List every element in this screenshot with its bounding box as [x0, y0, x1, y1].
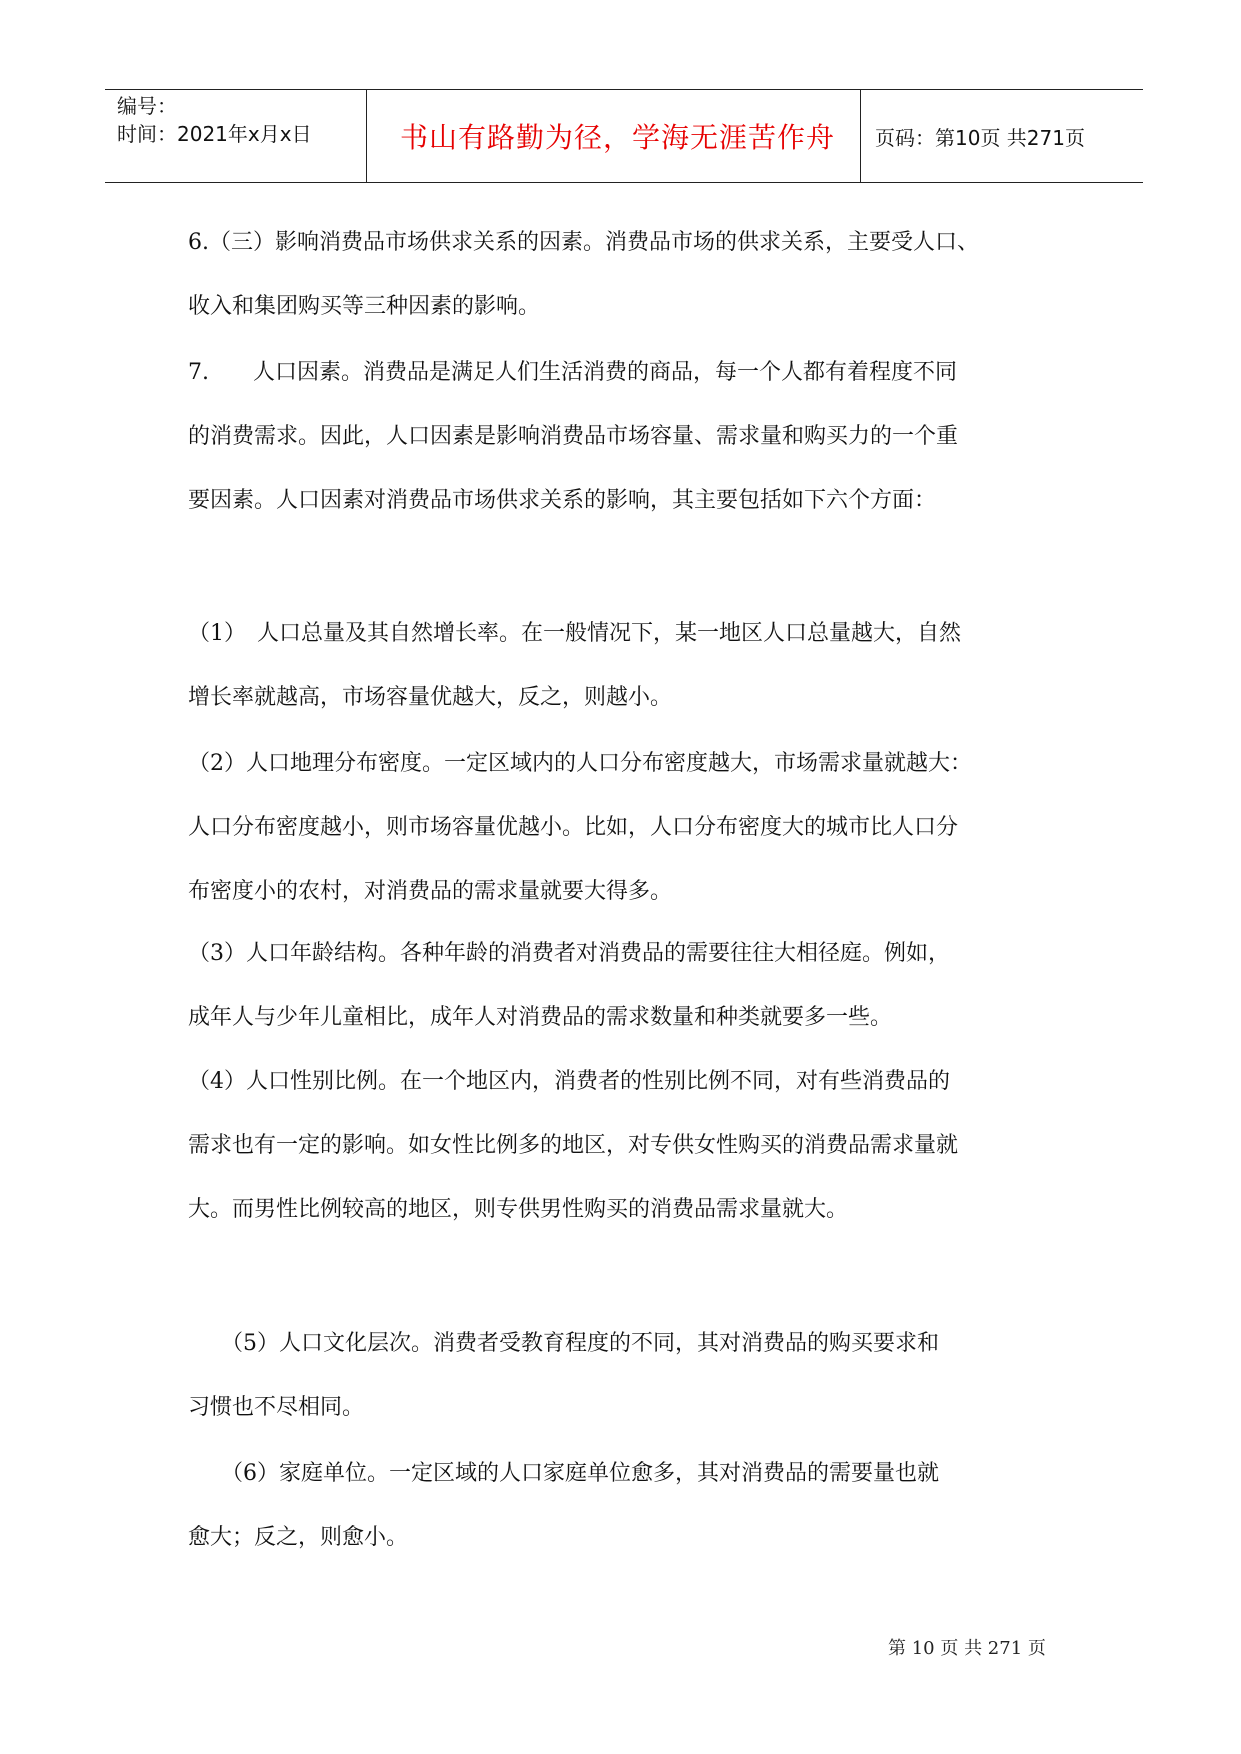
paragraph-line: （6）家庭单位。一定区域的人口家庭单位愈多，其对消费品的需要量也就 [188, 1461, 939, 1486]
header-motto: 书山有路勤为径，学海无涯苦作舟 [399, 121, 835, 154]
paragraph-line: （1） 人口总量及其自然增长率。在一般情况下，某一地区人口总量越大，自然 [188, 621, 961, 646]
page-footer: 第 10 页 共 271 页 [888, 1638, 1046, 1659]
header-meta [117, 92, 312, 148]
header-page-info: 页码：第10页 共271页 [875, 125, 1085, 150]
paragraph-line: 愈大；反之，则愈小。 [188, 1525, 409, 1550]
paragraph-line: 收入和集团购买等三种因素的影响。 [188, 294, 541, 319]
paragraph-line: 的消费需求。因此，人口因素是影响消费品市场容量、需求量和购买力的一个重 [188, 424, 959, 449]
paragraph-line: 需求也有一定的影响。如女性比例多的地区，对专供女性购买的消费品需求量就 [188, 1133, 959, 1158]
paragraph-line: （2）人口地理分布密度。一定区域内的人口分布密度越大，市场需求量就越大： [188, 751, 972, 776]
paragraph-line: 习惯也不尽相同。 [188, 1395, 365, 1420]
paragraph-line: 7. 人口因素。消费品是满足人们生活消费的商品，每一个人都有着程度不同 [188, 360, 957, 385]
paragraph-2 [188, 341, 1118, 533]
header-divider-left [366, 90, 367, 182]
serial-label: 编号： [117, 94, 177, 118]
paragraph-line: 人口分布密度越小，则市场容量优越小。比如，人口分布密度大的城市比人口分 [188, 815, 959, 840]
header-divider-right [860, 90, 861, 182]
paragraph-line: 大。而男性比例较高的地区，则专供男性购买的消费品需求量就大。 [188, 1197, 849, 1222]
paragraph-line: （3）人口年龄结构。各种年龄的消费者对消费品的需要往往大相径庭。例如， [188, 941, 950, 966]
paragraph-6 [188, 1050, 1118, 1242]
paragraph-line: （4）人口性别比例。在一个地区内，消费者的性别比例不同，对有些消费品的 [188, 1069, 950, 1094]
paragraph-line: （5）人口文化层次。消费者受教育程度的不同，其对消费品的购买要求和 [188, 1331, 939, 1356]
paragraph-line: 布密度小的农村，对消费品的需求量就要大得多。 [188, 879, 673, 904]
paragraph-1 [188, 211, 1118, 339]
paragraph-5 [188, 922, 1118, 1050]
time-label: 时间：2021年x月x日 [117, 122, 312, 146]
paragraph-line: 6.（三）影响消费品市场供求关系的因素。消费品市场的供求关系，主要受人口、 [188, 230, 979, 255]
paragraph-line: 要因素。人口因素对消费品市场供求关系的影响，其主要包括如下六个方面： [188, 488, 937, 513]
paragraph-4 [188, 732, 1118, 924]
page-header [105, 89, 1143, 183]
paragraph-line: 成年人与少年儿童相比，成年人对消费品的需求数量和种类就要多一些。 [188, 1005, 893, 1030]
paragraph-3 [188, 602, 1118, 730]
paragraph-line: 增长率就越高，市场容量优越大，反之，则越小。 [188, 685, 673, 710]
paragraph-8 [188, 1442, 1118, 1570]
paragraph-7 [188, 1312, 1118, 1440]
